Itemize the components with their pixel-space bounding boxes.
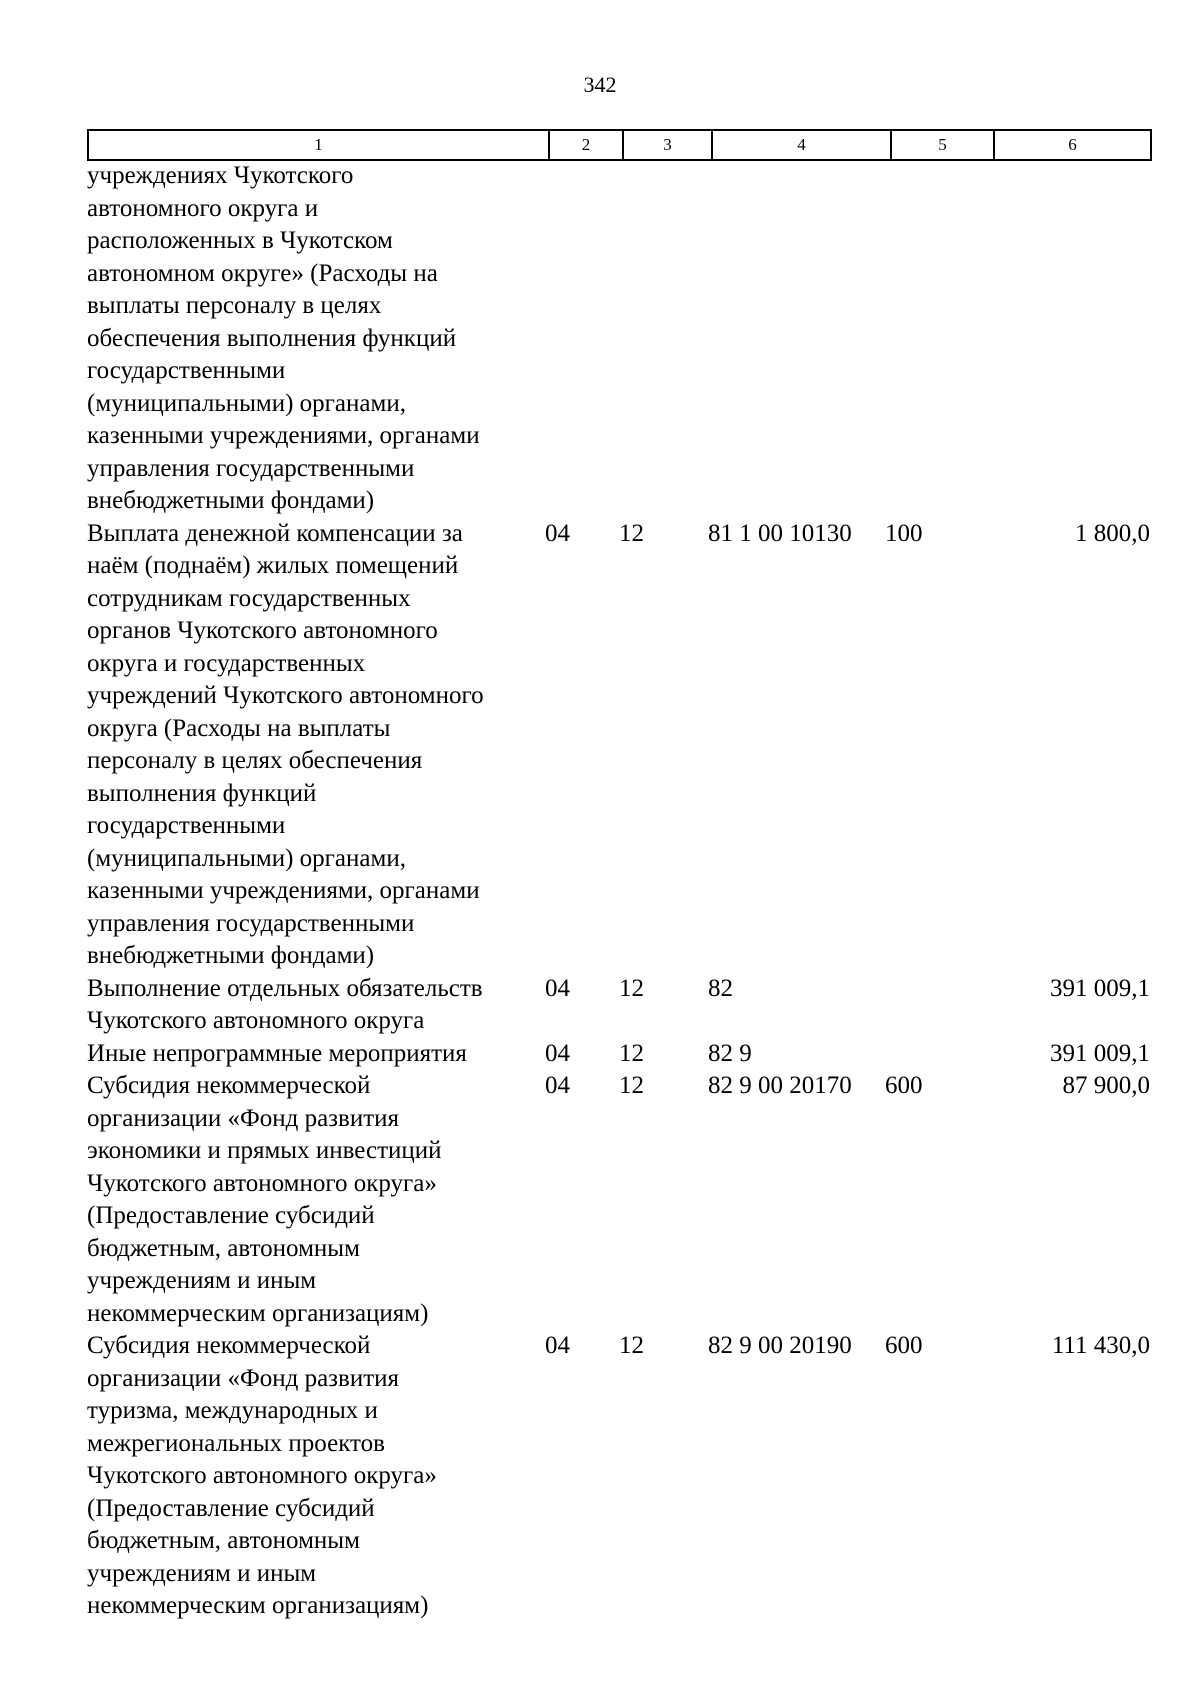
expense-type-code: 600	[885, 1072, 923, 1099]
target-article-code: 81 1 00 10130	[708, 519, 852, 547]
column-header-row	[87, 129, 1152, 161]
page-number: 342	[583, 72, 617, 97]
description-line: персоналу в целях обеспечения	[87, 747, 423, 774]
table-row	[87, 1038, 1150, 1071]
description-line: учреждений Чукотского автономного	[87, 682, 484, 709]
description-line: межрегиональных проектов	[87, 1429, 385, 1457]
description-line: (муниципальными) органами,	[87, 389, 406, 417]
subsection-code	[619, 160, 708, 518]
section-code: 04	[545, 1072, 570, 1099]
column-header-6: 6	[994, 130, 1151, 160]
section-code: 04	[545, 1039, 570, 1067]
description-line: округа и государственных	[87, 649, 366, 677]
description-line: организации «Фонд развития	[87, 1104, 400, 1132]
table-row	[87, 1330, 1150, 1623]
row-description	[87, 1070, 545, 1330]
column-header-3: 3	[623, 130, 712, 160]
target-article-code: 82 9 00 20170	[708, 1072, 852, 1099]
expense-type-code	[885, 160, 988, 518]
description-line: учреждениям и иным	[87, 1267, 317, 1294]
description-line: управления государственными	[87, 454, 415, 482]
row-description	[87, 1330, 545, 1623]
description-line: Чукотского автономного округа	[87, 1007, 425, 1034]
description-line: учреждениям и иным	[87, 1559, 317, 1587]
description-line: казенными учреждениями, органами	[87, 877, 480, 904]
amount: 391 009,1	[1050, 1039, 1150, 1067]
description-line: расположенных в Чукотском	[87, 227, 393, 254]
expense-type-code: 100	[885, 519, 923, 547]
section-code	[545, 160, 619, 518]
amount	[988, 160, 1150, 518]
description-line: экономики и прямых инвестиций	[87, 1137, 442, 1164]
target-article-code: 82 9 00 20190	[708, 1332, 852, 1359]
description-line: органов Чукотского автономного	[87, 617, 438, 644]
subsection-code: 12	[619, 1332, 644, 1359]
table-row	[87, 518, 1150, 973]
description-line: (Предоставление субсидий	[87, 1494, 375, 1522]
column-header-1: 1	[88, 130, 549, 160]
description-line: организации «Фонд развития	[87, 1364, 400, 1392]
column-header-5: 5	[891, 130, 994, 160]
description-line: Субсидия некоммерческой	[87, 1332, 371, 1359]
description-line: учреждениях Чукотского	[87, 162, 354, 189]
amount: 391 009,1	[1050, 974, 1150, 1002]
description-line: бюджетным, автономным	[87, 1234, 360, 1262]
description-line: бюджетным, автономным	[87, 1527, 360, 1554]
row-description	[87, 518, 545, 973]
description-line: Выполнение отдельных обязательств	[87, 974, 483, 1002]
description-line: округа (Расходы на выплаты	[87, 714, 391, 742]
amount: 87 900,0	[1062, 1072, 1150, 1099]
section-code: 04	[545, 1332, 570, 1359]
description-line: управления государственными	[87, 909, 415, 937]
section-code: 04	[545, 974, 570, 1002]
description-line: туризма, международных и	[87, 1397, 378, 1424]
description-line: выполнения функций	[87, 779, 317, 807]
table-row	[87, 160, 1150, 518]
row-description	[87, 973, 545, 1038]
target-article-code: 82 9	[708, 1039, 752, 1067]
description-line: некоммерческим организациям)	[87, 1299, 429, 1327]
description-line: автономном округе» (Расходы на	[87, 259, 438, 287]
description-line: сотрудникам государственных	[87, 584, 411, 612]
column-header-2: 2	[549, 130, 623, 160]
description-line: внебюджетными фондами)	[87, 487, 375, 514]
amount: 111 430,0	[1051, 1332, 1150, 1359]
amount: 1 800,0	[1075, 519, 1150, 547]
description-line: казенными учреждениями, органами	[87, 422, 480, 449]
subsection-code: 12	[619, 1039, 644, 1067]
description-line: государственными	[87, 357, 286, 384]
section-code: 04	[545, 519, 570, 547]
expense-type-code	[885, 973, 988, 1038]
description-line: государственными	[87, 812, 286, 839]
expense-type-code: 600	[885, 1332, 923, 1359]
description-line: Выплата денежной компенсации за	[87, 519, 463, 547]
expense-type-code	[885, 1038, 988, 1071]
table-row	[87, 1070, 1150, 1330]
row-description	[87, 160, 545, 518]
description-line: Чукотского автономного округа»	[87, 1169, 437, 1197]
description-line: Иные непрограммные мероприятия	[87, 1039, 467, 1067]
description-line: Субсидия некоммерческой	[87, 1072, 371, 1099]
description-line: обеспечения выполнения функций	[87, 324, 457, 352]
description-line: автономного округа и	[87, 194, 319, 222]
target-article-code: 82	[708, 974, 733, 1002]
description-line: некоммерческим организациям)	[87, 1592, 429, 1619]
description-line: (Предоставление субсидий	[87, 1202, 375, 1229]
column-header-4: 4	[712, 130, 891, 160]
table-row	[87, 973, 1150, 1038]
table-body	[87, 160, 1150, 1623]
subsection-code: 12	[619, 1072, 644, 1099]
subsection-code: 12	[619, 974, 644, 1002]
subsection-code: 12	[619, 519, 644, 547]
description-line: наём (поднаём) жилых помещений	[87, 552, 459, 579]
description-line: выплаты персоналу в целях	[87, 292, 382, 319]
description-line: (муниципальными) органами,	[87, 844, 406, 872]
row-description	[87, 1038, 545, 1071]
description-line: Чукотского автономного округа»	[87, 1462, 437, 1489]
target-article-code	[708, 160, 885, 518]
description-line: внебюджетными фондами)	[87, 942, 375, 969]
